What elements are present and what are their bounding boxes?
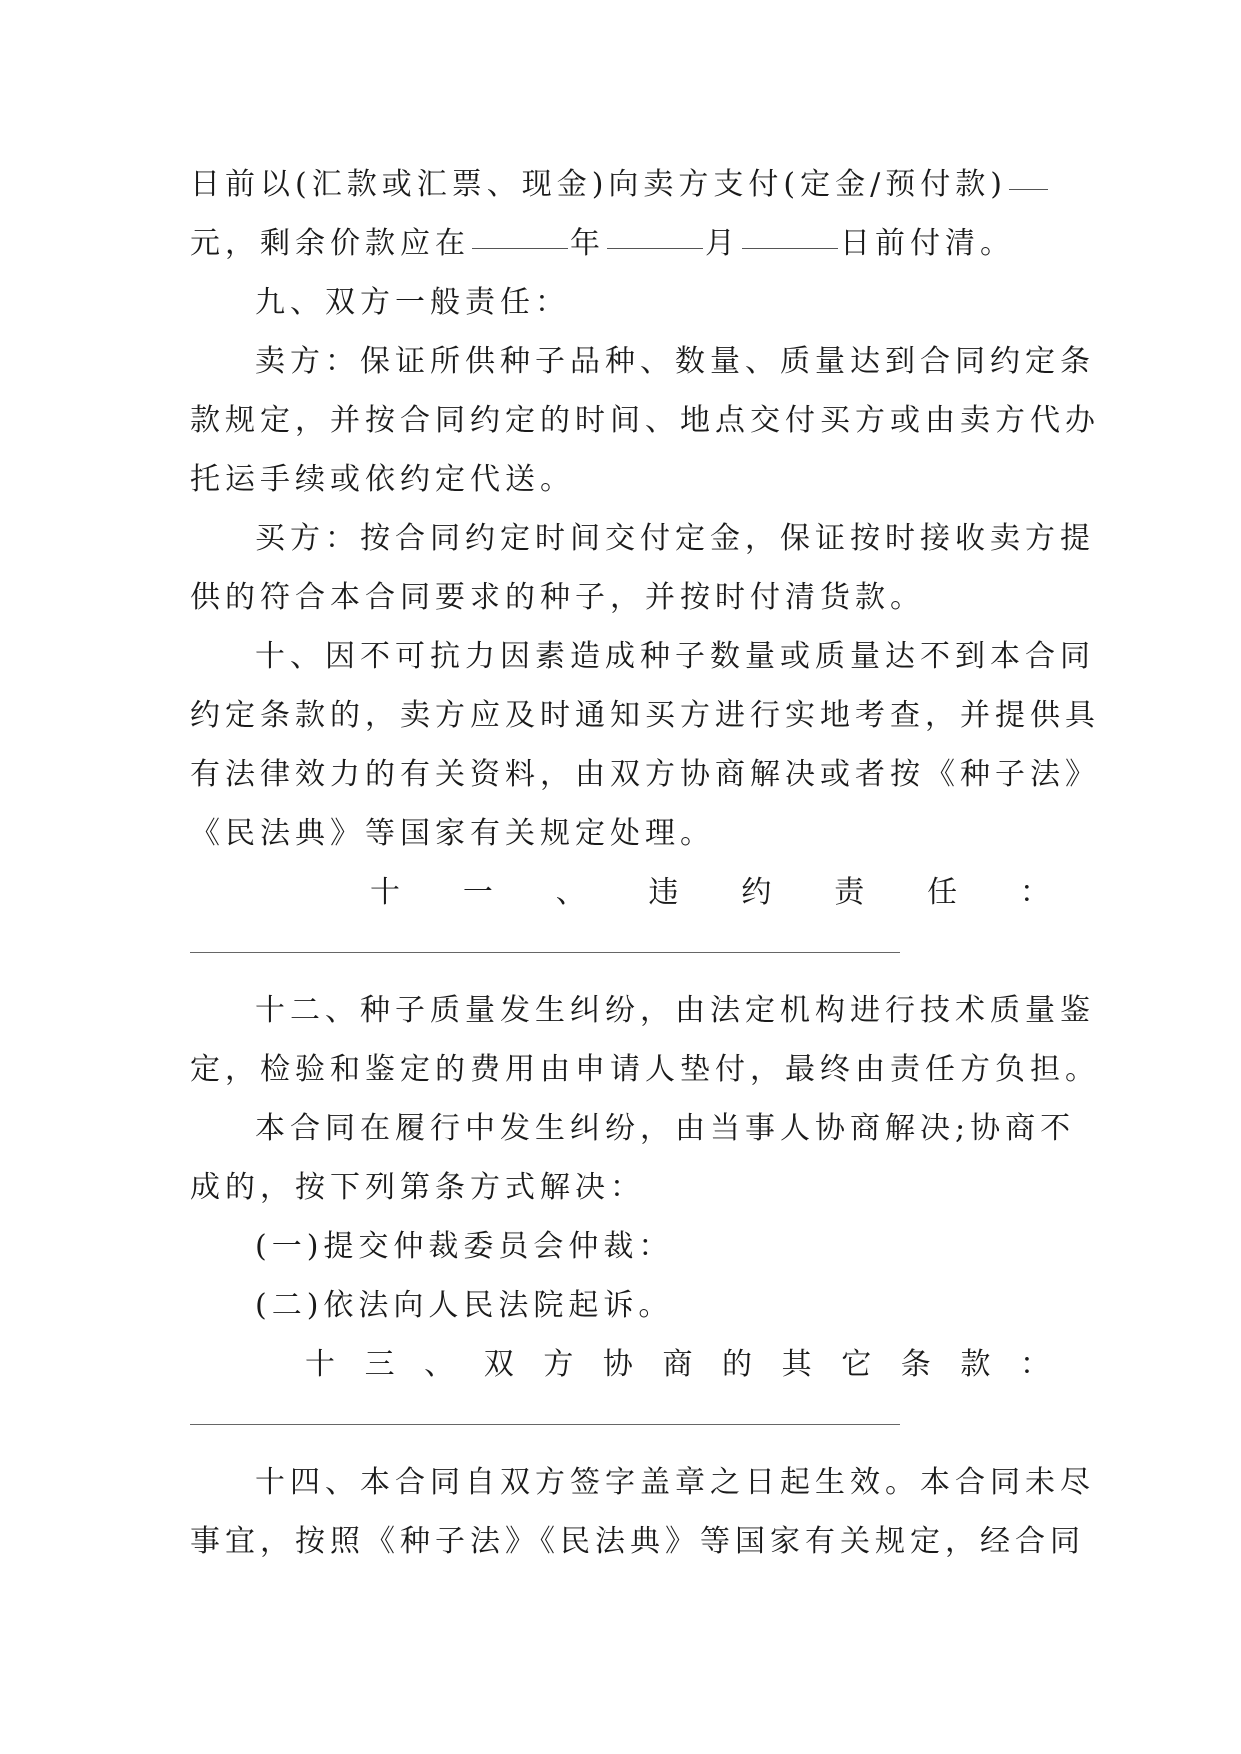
text-line: 托运手续或依约定代送。 xyxy=(190,462,575,497)
underline-rule xyxy=(190,1424,900,1425)
text-line: 日前以(汇款或汇票、现金)向卖方支付(定金/预付款) xyxy=(190,155,1050,214)
underline-rule xyxy=(190,952,900,953)
text-line: 十四、本合同自双方签字盖章之日起生效。本合同未尽 xyxy=(255,1465,1095,1500)
text-line: 卖方：保证所供种子品种、数量、质量达到合同约定条 xyxy=(255,344,1095,379)
text-line: (二)依法向人民法院起诉。 xyxy=(255,1288,674,1323)
section-heading: 九、双方一般责任： xyxy=(255,285,570,320)
blank-field xyxy=(742,222,838,249)
text-line: 约定条款的，卖方应及时通知买方进行实地考查，并提供具 xyxy=(190,698,1100,733)
text-line: 十、因不可抗力因素造成种子数量或质量达不到本合同 xyxy=(255,639,1095,674)
contract-text xyxy=(190,155,1100,1571)
text-line: (一)提交仲裁委员会仲裁： xyxy=(255,1229,674,1264)
blank-rule-line xyxy=(190,1394,1050,1453)
text-line: 元，剩余价款应在 年 月 日前付清。 xyxy=(190,214,1050,273)
text-line: 本合同在履行中发生纠纷，由当事人协商解决;协商不 xyxy=(255,1111,1076,1146)
text-line: 买方：按合同约定时间交付定金，保证按时接收卖方提 xyxy=(255,521,1095,556)
text-line: 款规定，并按合同约定的时间、地点交付买方或由卖方代办 xyxy=(190,403,1100,438)
text-line: 有法律效力的有关资料，由双方协商解决或者按《种子法》 xyxy=(190,757,1100,792)
blank-rule-line xyxy=(190,922,1050,981)
blank-field xyxy=(472,222,568,249)
text-line: 十二、种子质量发生纠纷，由法定机构进行技术质量鉴 xyxy=(255,993,1095,1028)
section-heading-breach: 十 一 、 违 约 责 任 ： xyxy=(370,875,1050,910)
text-line: 事宜，按照《种子法》《民法典》等国家有关规定，经合同 xyxy=(190,1524,1085,1559)
text-line: 《民法典》等国家有关规定处理。 xyxy=(190,816,715,851)
text-line: 供的符合本合同要求的种子，并按时付清货款。 xyxy=(190,580,925,615)
section-heading-other-terms: 十 三 、 双 方 协 商 的 其 它 条 款 ： xyxy=(305,1347,1050,1382)
text-line: 定，检验和鉴定的费用由申请人垫付，最终由责任方负担。 xyxy=(190,1052,1100,1087)
blank-field xyxy=(607,222,703,249)
blank-field xyxy=(1009,163,1048,190)
text-line: 成的，按下列第条方式解决： xyxy=(190,1170,645,1205)
